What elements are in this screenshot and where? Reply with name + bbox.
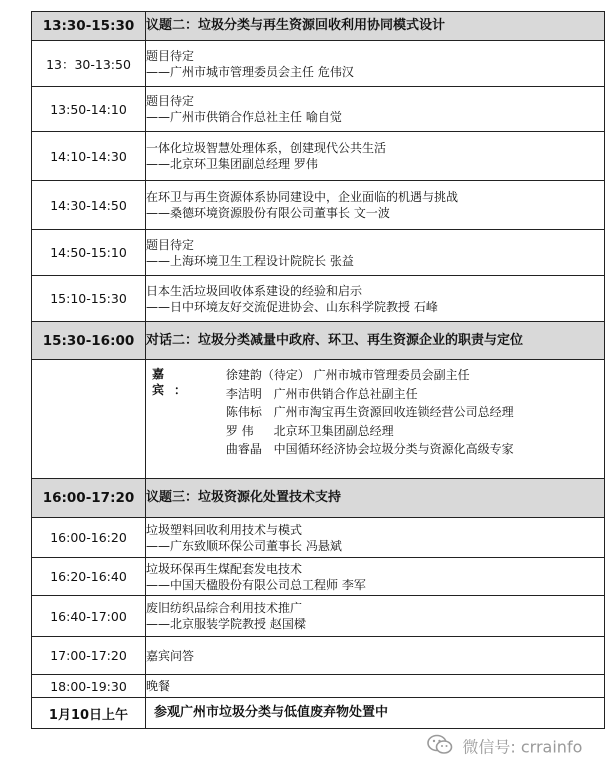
guest-name: 徐建韵（待定）: [225, 368, 310, 382]
slot-time: 13:50-14:10: [32, 87, 146, 132]
slot-description: [146, 596, 605, 637]
talk-speaker: ——桑德环境资源股份有限公司董事长 文一波: [146, 206, 390, 220]
schedule-row: [32, 181, 605, 230]
section-title: 议题三：垃圾资源化处置技术支持: [146, 479, 605, 518]
talk-speaker: ——北京服装学院教授 赵国樑: [146, 617, 306, 631]
slot-description: [146, 518, 605, 558]
slot-description: [146, 558, 605, 596]
section-time: 13:30-15:30: [32, 12, 146, 41]
slot-time: 14:10-14:30: [32, 132, 146, 181]
talk-speaker: ——北京环卫集团副总经理 罗伟: [146, 157, 318, 171]
slot-description: 嘉宾问答: [146, 637, 605, 675]
wechat-watermark: [425, 734, 588, 761]
talk-speaker: ——广州市城市管理委员会主任 危伟汉: [146, 64, 354, 79]
schedule-row: [32, 596, 605, 637]
slot-time: 16:20-16:40: [32, 558, 146, 596]
guests-row: [32, 360, 605, 479]
slot-description: [146, 181, 605, 230]
slot-description: [146, 41, 605, 87]
guest-role: 北京环卫集团副总经理: [273, 423, 394, 438]
section-title: 对话二：垃圾分类减量中政府、环卫、再生资源企业的职责与定位: [146, 322, 605, 360]
talk-speaker: ——广州市供销合作总社主任 喻自觉: [146, 110, 342, 124]
schedule-row: [32, 698, 605, 729]
slot-time: 16:40-17:00: [32, 596, 146, 637]
schedule-row: [32, 132, 605, 181]
talk-speaker: ——广东致顺环保公司董事长 冯悬斌: [146, 538, 342, 553]
guest-entry: [226, 385, 514, 404]
guest-name: 曲睿晶: [225, 442, 262, 456]
guest-role: 广州市淘宝再生资源回收连锁经营公司总经理: [273, 405, 514, 419]
slot-time: 14:30-14:50: [32, 181, 146, 230]
guests-cell: [146, 360, 605, 479]
guest-entry: [226, 440, 514, 459]
schedule-row: [32, 41, 605, 87]
talk-title: 垃圾塑料回收利用技术与模式: [146, 522, 303, 537]
slot-description: [146, 276, 605, 322]
guest-entry: [226, 422, 514, 441]
wechat-icon: [427, 734, 453, 761]
guest-role: 广州市城市管理委员会副主任: [313, 368, 470, 382]
talk-title: 一体化垃圾智慧处理体系，创建现代公共生活: [146, 141, 387, 155]
schedule-row: [32, 558, 605, 596]
talk-title: 在环卫与再生资源体系协同建设中，企业面临的机遇与挑战: [146, 190, 459, 204]
section-header-row: [32, 479, 605, 518]
empty-time-cell: [32, 360, 146, 479]
talk-title: 垃圾环保再生煤配套发电技术: [146, 561, 303, 576]
talk-title: 题目待定: [146, 237, 195, 252]
guest-list: [226, 366, 514, 459]
guest-name: 李洁明: [225, 386, 262, 401]
section-header-row: [32, 322, 605, 360]
section-time: 15:30-16:00: [32, 322, 146, 360]
guest-role: 广州市供销合作总社副主任: [273, 386, 418, 401]
talk-title: 废旧纺织品综合利用技术推广: [146, 601, 303, 615]
talk-title: 题目待定: [146, 94, 195, 108]
guest-entry: [226, 366, 514, 385]
schedule-row: [32, 276, 605, 322]
talk-speaker: ——中国天楹股份有限公司总工程师 李军: [146, 577, 366, 592]
section-time: 16:00-17:20: [32, 479, 146, 518]
guest-entry: [226, 403, 514, 422]
schedule-table: [31, 11, 605, 729]
watermark-label: 微信号: crrainfo: [462, 737, 583, 757]
talk-title: 题目待定: [146, 48, 195, 63]
slot-time: 13：30-13:50: [32, 41, 146, 87]
section-header-row: [32, 12, 605, 41]
schedule-row: [32, 518, 605, 558]
schedule-row: [32, 675, 605, 698]
slot-time: 17:00-17:20: [32, 637, 146, 675]
slot-description: [146, 230, 605, 276]
schedule-row: [32, 87, 605, 132]
talk-speaker: ——日中环境友好交流促进协会、山东科学院教授 石峰: [146, 299, 438, 314]
guests-label: 嘉 宾：: [152, 367, 197, 397]
slot-time: 16:00-16:20: [32, 518, 146, 558]
section-title: 议题二：垃圾分类与再生资源回收利用协同模式设计: [146, 12, 605, 41]
slot-description: [146, 87, 605, 132]
schedule-row: [32, 637, 605, 675]
talk-title: 日本生活垃圾回收体系建设的经验和启示: [146, 283, 363, 298]
talk-speaker: ——上海环境卫生工程设计院院长 张益: [146, 253, 354, 268]
slot-time: 15:10-15:30: [32, 276, 146, 322]
slot-time: 14:50-15:10: [32, 230, 146, 276]
slot-time: 18:00-19:30: [32, 675, 146, 698]
slot-description: 参观广州市垃圾分类与低值废弃物处置中: [146, 698, 605, 729]
guest-name: 罗 伟: [225, 423, 254, 438]
slot-description: [146, 132, 605, 181]
schedule-row: [32, 230, 605, 276]
slot-time: 1月10日上午: [32, 698, 146, 729]
guest-role: 中国循环经济协会垃圾分类与资源化高级专家: [273, 442, 514, 456]
slot-description: 晚餐: [146, 675, 605, 698]
guest-name: 陈伟标: [225, 405, 262, 419]
